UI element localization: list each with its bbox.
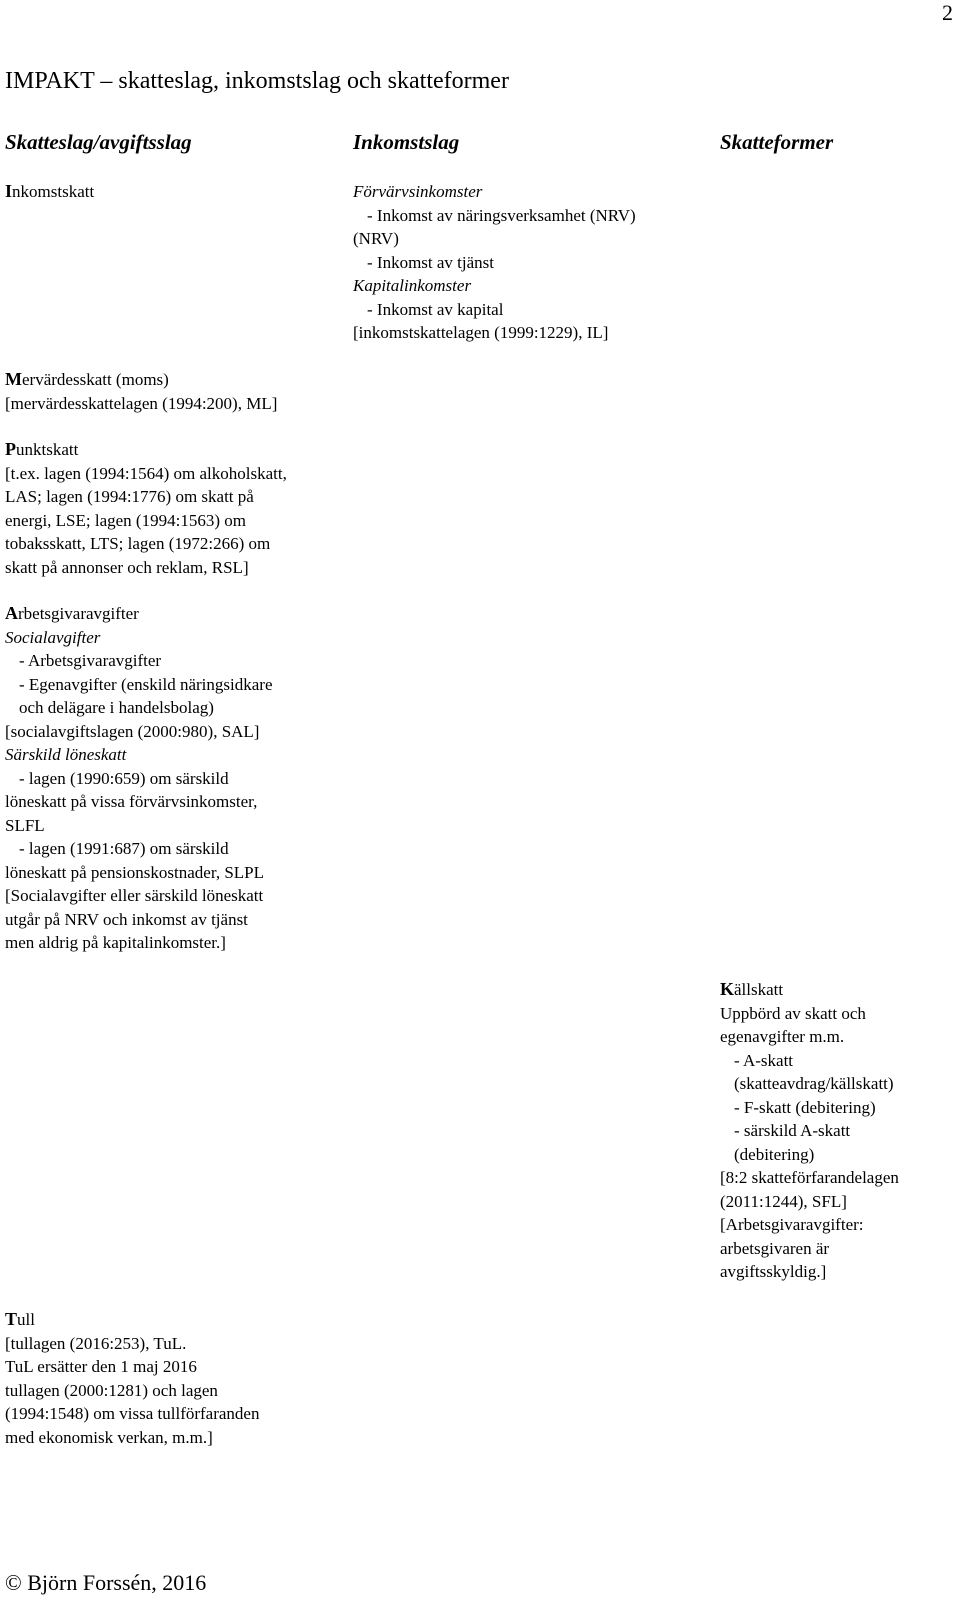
inkomstslag-lagreferens: [inkomstskattelagen (1999:1229), IL] — [353, 323, 609, 342]
inkomstskatt-heading — [5, 180, 94, 204]
kallskatt-line: arbetsgivaren är — [720, 1238, 830, 1258]
tull-line: TuL ersätter den 1 maj 2016 — [5, 1357, 197, 1376]
page-number: 2 — [942, 0, 953, 25]
inkomstslag-kapital: - Inkomst av kapital — [367, 299, 504, 319]
moms-heading — [5, 368, 277, 392]
section-moms — [5, 368, 277, 415]
arbetsgivaravgifter-line: löneskatt på vissa förvärvsinkomster, — [5, 792, 258, 811]
punktskatt-line: tobaksskatt, LTS; lagen (1972:266) om — [5, 534, 271, 553]
header-inkomstslag: Inkomstslag — [353, 130, 460, 154]
arbetsgivaravgifter-line: [Socialavgifter eller särskild löneskatt — [5, 886, 264, 905]
kallskatt-line: (2011:1244), SFL] — [720, 1191, 847, 1211]
heading-text: nkomstskatt — [12, 182, 95, 201]
drop-letter: K — [720, 979, 735, 999]
drop-letter: P — [5, 439, 16, 459]
punktskatt-line: skatt på annonser och reklam, RSL] — [5, 557, 249, 577]
arbetsgivaravgifter-line: men aldrig på kapitalinkomster.] — [5, 933, 226, 952]
tull-line: med ekonomisk verkan, m.m.] — [5, 1427, 213, 1447]
inkomstslag-naringsverksamhet: - Inkomst av näringsverksamhet (NRV) — [367, 205, 636, 225]
section-tull — [5, 1308, 259, 1449]
sarskild-loneskatt-subheading: Särskild löneskatt — [5, 745, 127, 764]
moms-lagreferens: [mervärdesskattelagen (1994:200), ML] — [5, 393, 278, 413]
arbetsgivaravgifter-line: utgår på NRV och inkomst av tjänst — [5, 909, 248, 929]
page-title: IMPAKT – skatteslag, inkomstslag och skatteformer — [5, 68, 509, 94]
kallskatt-line: - särskild A-skatt — [734, 1121, 851, 1140]
arbetsgivaravgifter-line: - Egenavgifter (enskild näringsidkare — [19, 674, 273, 694]
punktskatt-line: [t.ex. lagen (1994:1564) om alkoholskatt, — [5, 463, 287, 483]
punktskatt-heading — [5, 438, 287, 462]
kallskatt-line: egenavgifter m.m. — [720, 1027, 845, 1046]
kallskatt-heading — [720, 978, 899, 1002]
heading-text: ervärdesskatt (moms) — [22, 370, 169, 389]
tull-line: [tullagen (2016:253), TuL. — [5, 1333, 187, 1353]
copyright-footer: © Björn Forssén, 2016 — [5, 1570, 207, 1595]
header-skatteformer: Skatteformer — [720, 130, 834, 154]
inkomstslag-forvarvsinkomster: Förvärvsinkomster — [353, 182, 483, 201]
kallskatt-line: - A-skatt — [734, 1050, 794, 1070]
heading-text: ällskatt — [734, 980, 784, 999]
arbetsgivaravgifter-line: - lagen (1990:659) om särskild — [19, 768, 229, 788]
inkomstslag-kapitalinkomster: Kapitalinkomster — [353, 276, 472, 295]
section-inkomstslag — [353, 180, 636, 345]
section-kallskatt — [720, 978, 899, 1284]
arbetsgivaravgifter-line: och delägare i handelsbolag) — [19, 698, 214, 717]
section-arbetsgivaravgifter — [5, 602, 273, 955]
punktskatt-line: energi, LSE; lagen (1994:1563) om — [5, 510, 246, 530]
kallskatt-line: [8:2 skatteförfarandelagen — [720, 1168, 899, 1187]
header-skatteslag: Skatteslag/avgiftsslag — [5, 130, 192, 154]
heading-text: ull — [17, 1310, 35, 1329]
section-inkomstskatt — [5, 180, 94, 204]
tull-line: (1994:1548) om vissa tullförfaranden — [5, 1404, 260, 1423]
kallskatt-line: (debitering) — [734, 1144, 815, 1164]
drop-letter: A — [5, 603, 18, 623]
tull-line: tullagen (2000:1281) och lagen — [5, 1380, 218, 1400]
arbetsgivaravgifter-line: SLFL — [5, 815, 45, 835]
inkomstslag-nrv: (NRV) — [353, 229, 399, 248]
heading-text: rbetsgivaravgifter — [18, 604, 139, 623]
inkomstslag-tjanst: - Inkomst av tjänst — [367, 252, 495, 272]
kallskatt-line: [Arbetsgivaravgifter: — [720, 1215, 864, 1234]
drop-letter: T — [5, 1309, 18, 1329]
tull-heading — [5, 1308, 259, 1332]
kallskatt-line: avgiftsskyldig.] — [720, 1262, 827, 1281]
arbetsgivaravgifter-line: löneskatt på pensionskostnader, SLPL — [5, 862, 265, 882]
socialavgifter-subheading: Socialavgifter — [5, 627, 101, 647]
kallskatt-line: Uppbörd av skatt och — [720, 1003, 866, 1023]
arbetsgivaravgifter-line: [socialavgiftslagen (2000:980), SAL] — [5, 721, 260, 741]
heading-text: unktskatt — [16, 440, 79, 459]
arbetsgivaravgifter-line: - lagen (1991:687) om särskild — [19, 839, 229, 858]
drop-letter: M — [5, 369, 22, 389]
arbetsgivaravgifter-line: - Arbetsgivaravgifter — [19, 651, 162, 670]
kallskatt-line: - F-skatt (debitering) — [734, 1097, 876, 1117]
section-punktskatt — [5, 438, 287, 579]
kallskatt-line: (skatteavdrag/källskatt) — [734, 1074, 894, 1093]
drop-letter: I — [5, 181, 13, 201]
punktskatt-line: LAS; lagen (1994:1776) om skatt på — [5, 487, 254, 506]
arbetsgivaravgifter-heading — [5, 602, 273, 626]
